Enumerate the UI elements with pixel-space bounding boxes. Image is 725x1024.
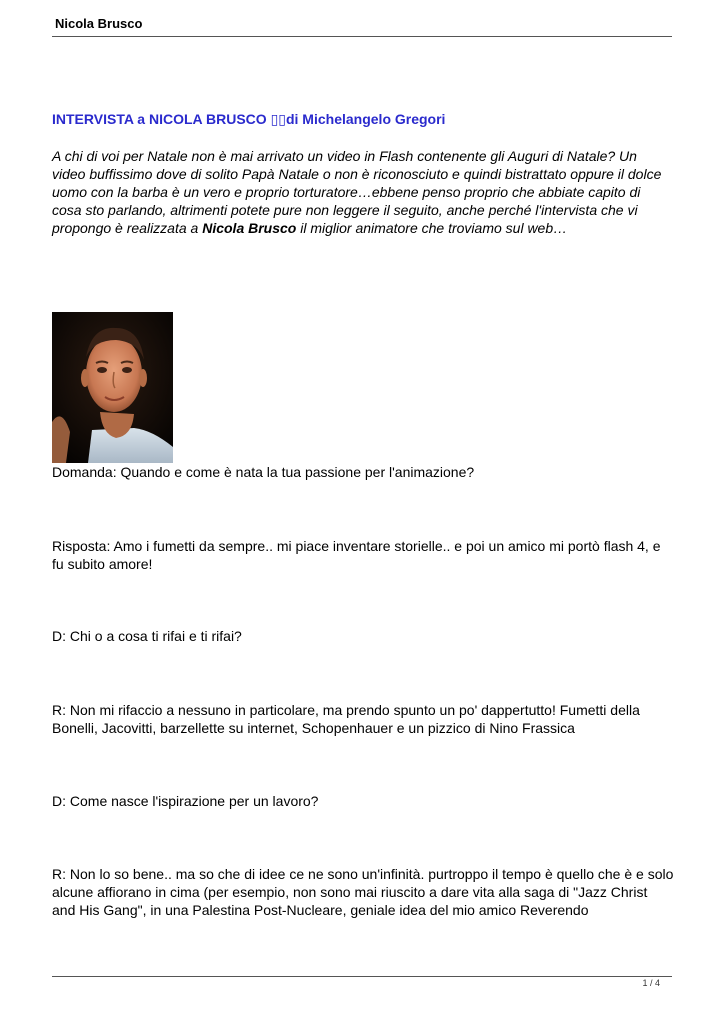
article-intro	[52, 147, 672, 237]
interview-question-1: Domanda: Quando e come è nata la tua passione per l'animazione?	[52, 464, 475, 480]
interview-answer-2: R: Non mi rifaccio a nessuno in particolare, ma prendo spunto un po' dappertutto! Fumetti della Bonelli, Jacovitti, barzellette su internet, Schopenhauer e un pizzico di Nino Frassica	[52, 702, 640, 736]
article-title: INTERVISTA a NICOLA BRUSCO ▯▯di Michelangelo Gregori	[52, 111, 446, 127]
intro-text-end: il miglior animatore che troviamo sul web…	[296, 220, 568, 236]
running-header-title: Nicola Brusco	[55, 16, 143, 31]
interview-question-3: D: Come nasce l'ispirazione per un lavoro?	[52, 793, 319, 809]
interview-answer-3: R: Non lo so bene.. ma so che di idee ce ne sono un'infinità. purtroppo il tempo è quello che è e solo alcune affiorano in cima (per esempio, non sono mai riuscito a dare vita alla saga di "Jazz Christ and His Gang", in una Palestina Post-Nucleare, geniale idea del mio amico Reverendo	[52, 866, 674, 918]
interview-question-2: D: Chi o a cosa ti rifai e ti rifai?	[52, 628, 242, 644]
intro-author-name: Nicola Brusco	[202, 220, 297, 236]
portrait-photo	[52, 312, 173, 463]
interview-answer-1: Risposta: Amo i fumetti da sempre.. mi piace inventare storielle.. e poi un amico mi portò flash 4, e fu subito amore!	[52, 538, 661, 572]
intro-text-start: A chi di voi per Natale non è mai arrivato un video in Flash contenente gli Auguri di Natale? Un video buffissimo dove di solito Papà Natale o non è riconosciuto e quindi bistrattato oppure il dolce uomo con la barba è un vero e proprio torturatore…ebbene penso proprio che abbiate capito di cosa sto parlando, altrimenti potete pure non leggere il seguito, anche perché l'intervista che vi propongo è realizzata a	[52, 148, 662, 236]
header-divider	[52, 36, 672, 37]
footer-divider	[52, 976, 672, 977]
page-number: 1 / 4	[642, 978, 660, 988]
